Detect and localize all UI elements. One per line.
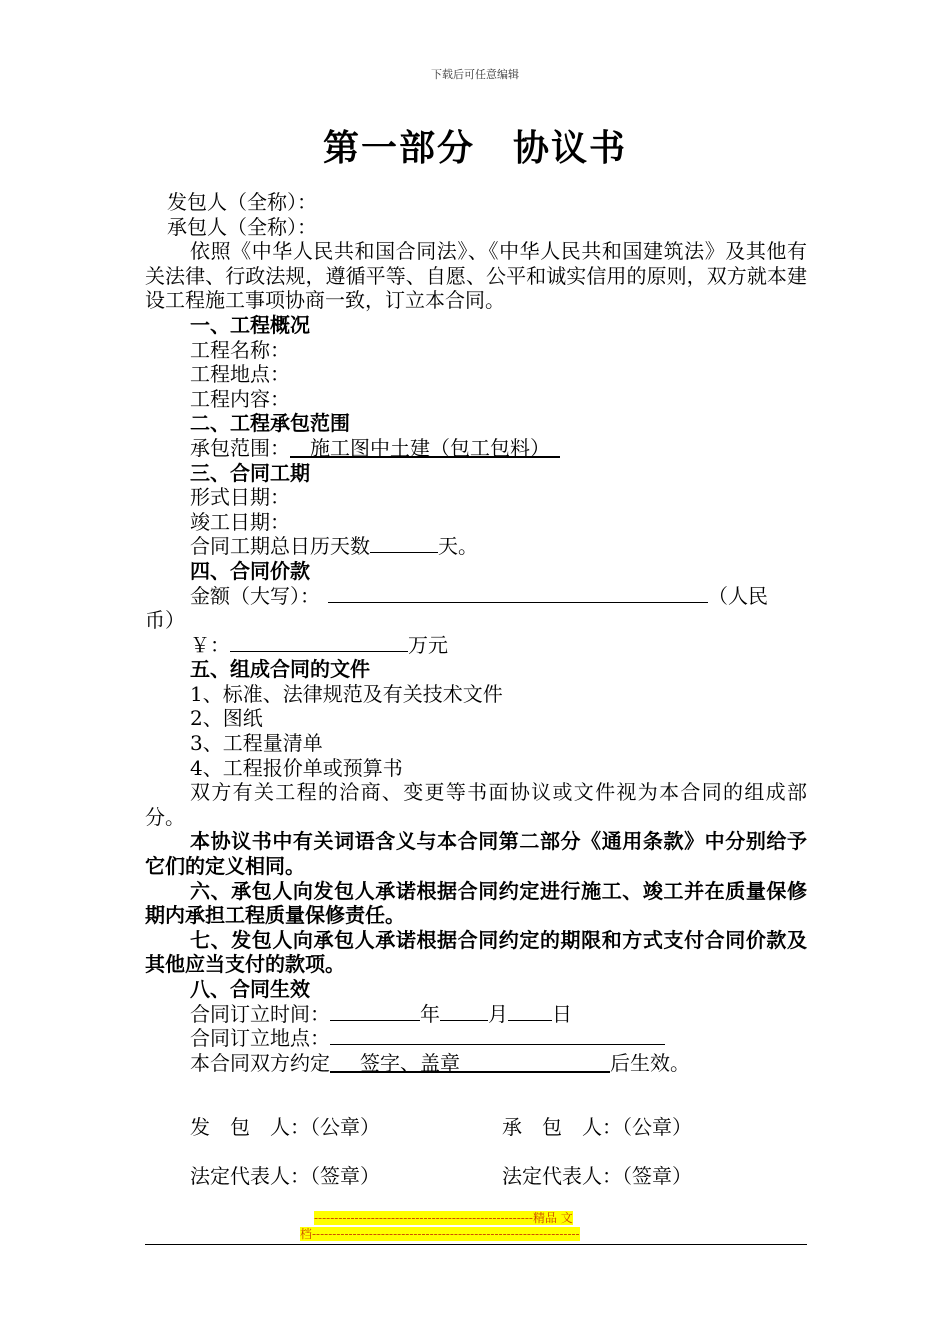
section-2-heading: 二、工程承包范围 — [190, 411, 350, 436]
footer-line-1: ------------------------------------------------------精品 文 — [314, 1211, 573, 1225]
month-label: 月 — [488, 1001, 508, 1026]
duration-prefix: 合同工期总日历天数 — [190, 534, 370, 559]
project-content-line: 工程内容： — [190, 386, 290, 411]
list-item: 2、图纸 — [190, 706, 263, 731]
footer-line-2: 档------------------------------------------------------------------ — [300, 1227, 580, 1241]
contractor-rep-label: 法定代表人：（签章） — [502, 1164, 692, 1188]
effective-value: 签字、盖章 — [360, 1050, 460, 1075]
signing-time-line — [145, 1002, 807, 1027]
yen-label: ￥： — [190, 632, 230, 657]
section-7-paragraph: 七、发包人向承包人承诺根据合同约定的期限和方式支付合同价款及其他应当支付的款项。 — [145, 927, 807, 977]
footer-divider — [145, 1244, 807, 1245]
documents-note-paragraph: 双方有关工程的洽商、变更等书面协议或文件视为本合同的组成部分。 — [145, 780, 807, 829]
employer-name-line: 发包人（全称）： — [167, 190, 317, 214]
yen-blank — [230, 633, 408, 652]
year-blank — [330, 1002, 420, 1021]
effective-line — [145, 1051, 807, 1076]
footer-watermark — [300, 1210, 650, 1242]
page-title: 第一部分 协议书 — [322, 128, 627, 169]
scope-line — [145, 436, 807, 461]
signature-row-reps — [190, 1160, 692, 1189]
duration-suffix: 天。 — [438, 534, 478, 559]
scope-label: 承包范围： — [190, 435, 290, 460]
yen-line — [145, 633, 807, 658]
contractor-name-line: 承包人（全称）： — [167, 214, 317, 239]
effective-prefix: 本合同双方约定 — [190, 1050, 330, 1075]
duration-line — [145, 534, 807, 559]
preamble-paragraph: 依照《中华人民共和国合同法》、《中华人民共和国建筑法》及其他有关法律、行政法规，遵循平等、自愿、公平和诚实信用的原则，双方就本建设工程施工事项协商一致，订立本合同。 — [145, 239, 807, 313]
start-date-line: 形式日期： — [190, 485, 290, 510]
day-label: 日 — [552, 1001, 572, 1026]
header-note: 下载后可任意编辑 — [431, 68, 519, 81]
section-6-paragraph: 六、承包人向发包人承诺根据合同约定进行施工、竣工并在质量保修期内承担工程质量保修责任。 — [145, 878, 807, 928]
employer-rep-label: 法定代表人：（签章） — [190, 1164, 380, 1188]
document-body — [145, 190, 807, 1075]
section-3-heading: 三、合同工期 — [190, 460, 310, 485]
amount-label: 金额（大写）： — [190, 583, 320, 608]
finish-date-line: 竣工日期： — [190, 509, 290, 534]
amount-line — [145, 584, 807, 609]
project-location-line: 工程地点： — [190, 362, 290, 387]
day-blank — [508, 1002, 552, 1021]
place-blank — [330, 1026, 665, 1045]
contractor-seal-label: 承 包 人：（公章） — [502, 1115, 692, 1139]
definitions-paragraph: 本协议书中有关词语含义与本合同第二部分《通用条款》中分别给予它们的定义相同。 — [145, 829, 807, 879]
signing-place-line — [145, 1026, 807, 1051]
section-4-heading: 四、合同价款 — [190, 558, 310, 583]
project-name-line: 工程名称： — [190, 337, 290, 362]
amount-currency-line: 币） — [145, 608, 185, 633]
yen-suffix: 万元 — [408, 632, 448, 657]
duration-blank — [370, 534, 438, 553]
amount-suffix: （人民 — [708, 583, 768, 608]
scope-value: 施工图中土建（包工包料） — [310, 435, 550, 460]
section-5-heading: 五、组成合同的文件 — [190, 657, 370, 682]
month-blank — [440, 1002, 488, 1021]
section-1-heading: 一、工程概况 — [190, 312, 310, 337]
employer-seal-label: 发 包 人：（公章） — [190, 1115, 380, 1139]
year-label: 年 — [420, 1001, 440, 1026]
list-item: 3、工程量清单 — [190, 731, 323, 756]
signing-time-label: 合同订立时间： — [190, 1001, 330, 1026]
section-8-heading: 八、合同生效 — [190, 977, 310, 1001]
signature-row-seals — [190, 1111, 692, 1140]
list-item: 1、标准、法律规范及有关技术文件 — [190, 681, 503, 706]
signing-place-label: 合同订立地点： — [190, 1026, 330, 1051]
list-item: 4、工程报价单或预算书 — [190, 755, 403, 780]
effective-suffix: 后生效。 — [610, 1050, 690, 1075]
amount-blank — [328, 584, 708, 603]
